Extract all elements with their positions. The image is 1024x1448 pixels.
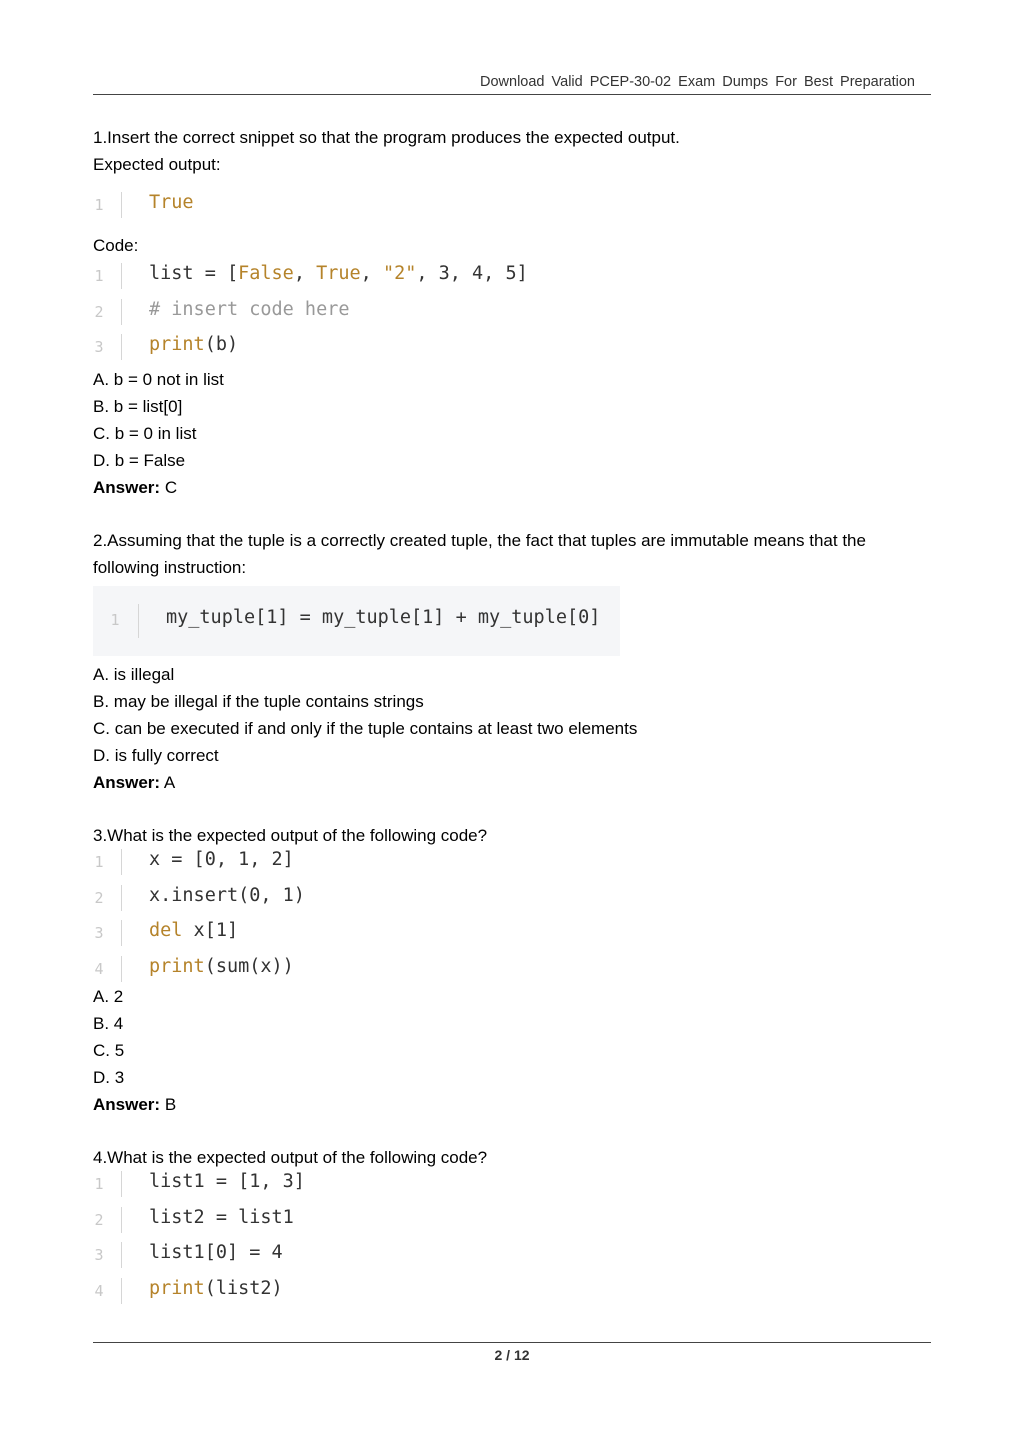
gutter-divider xyxy=(121,1207,122,1233)
option-a: A. b = 0 not in list xyxy=(93,370,224,389)
line-number: 1 xyxy=(94,1175,104,1193)
question-text: 3.What is the expected output of the following code? xyxy=(93,826,488,845)
answer-label: Answer: xyxy=(93,478,161,497)
line-number: 3 xyxy=(94,924,104,942)
line-number: 1 xyxy=(110,611,120,629)
code-text: list1[0] = 4 xyxy=(149,1242,283,1263)
option-b: B. 4 xyxy=(93,1014,124,1033)
question-2-intro xyxy=(93,527,923,577)
option-d: D. 3 xyxy=(93,1068,125,1087)
gutter-divider xyxy=(121,1278,122,1304)
answer-line xyxy=(93,474,923,501)
gutter-divider xyxy=(121,334,122,360)
gutter-divider xyxy=(121,849,122,875)
option-c: C. 5 xyxy=(93,1041,125,1060)
code-text: list1 = [1, 3] xyxy=(149,1171,305,1192)
page-number: 2 / 12 xyxy=(494,1347,530,1363)
question-4-intro xyxy=(93,1144,923,1171)
gutter-divider xyxy=(121,1171,122,1197)
code-text: my_tuple[1] = my_tuple[1] + my_tuple[0] xyxy=(166,607,601,628)
line-number: 3 xyxy=(94,338,104,356)
answer-line xyxy=(93,1091,923,1118)
gutter-divider xyxy=(138,604,139,638)
answer-line xyxy=(93,769,923,796)
question-text: 2.Assuming that the tuple is a correctly created tuple, the fact that tuples are immutable means that the following instruction: xyxy=(93,531,866,577)
q2-code-block xyxy=(93,586,620,656)
question-text: 1.Insert the correct snippet so that the program produces the expected output. xyxy=(93,128,680,147)
option-a: A. 2 xyxy=(93,987,124,1006)
option-c: C. can be executed if and only if the tuple contains at least two elements xyxy=(93,719,638,738)
answer-value: B xyxy=(164,1095,177,1114)
line-number: 1 xyxy=(94,853,104,871)
line-number: 4 xyxy=(94,959,104,978)
option-a: A. is illegal xyxy=(93,665,175,684)
header-text: Download Valid PCEP-30-02 Exam Dumps For Best Preparation xyxy=(480,74,915,90)
option-b: B. may be illegal if the tuple contains strings xyxy=(93,692,424,711)
code-label: Code: xyxy=(93,236,139,255)
option-d: D. is fully correct xyxy=(93,746,219,765)
expected-output-label: Expected output: xyxy=(93,155,221,174)
code-comment: # insert code here xyxy=(149,298,350,320)
gutter-divider xyxy=(121,956,122,982)
line-number: 2 xyxy=(94,302,104,321)
option-c: C. b = 0 in list xyxy=(93,424,197,443)
gutter-divider xyxy=(121,920,122,946)
page-footer xyxy=(93,1342,931,1363)
line-number: 4 xyxy=(94,1281,104,1300)
code-text: print(sum(x)) xyxy=(149,955,294,977)
code-text: del x[1] xyxy=(149,920,239,941)
code-text: list = [False, True, "2", 3, 4, 5] xyxy=(149,263,528,284)
option-d: D. b = False xyxy=(93,451,186,470)
code-text: print(list2) xyxy=(149,1277,283,1299)
option-b: B. b = list[0] xyxy=(93,397,183,416)
gutter-divider xyxy=(121,263,122,289)
answer-label: Answer: xyxy=(93,773,161,792)
line-number: 2 xyxy=(94,1210,104,1229)
line-number: 1 xyxy=(94,196,104,214)
question-1-options xyxy=(93,366,923,501)
code-text: x = [0, 1, 2] xyxy=(149,849,294,870)
line-number: 3 xyxy=(94,1246,104,1264)
answer-value: A xyxy=(163,773,176,792)
code-label-wrap xyxy=(93,232,923,259)
question-3-intro xyxy=(93,822,923,849)
answer-label: Answer: xyxy=(93,1095,161,1114)
question-1-intro xyxy=(93,124,923,178)
question-text: 4.What is the expected output of the following code? xyxy=(93,1148,488,1167)
answer-value: C xyxy=(164,478,178,497)
line-number: 1 xyxy=(94,267,104,285)
line-number: 2 xyxy=(94,888,104,907)
gutter-divider xyxy=(121,885,122,911)
code-text: list2 = list1 xyxy=(149,1206,294,1228)
gutter-divider xyxy=(121,299,122,325)
page-header xyxy=(93,70,931,95)
code-text: print(b) xyxy=(149,334,239,355)
gutter-divider xyxy=(121,192,122,218)
question-2-options xyxy=(93,661,923,796)
code-text: x.insert(0, 1) xyxy=(149,884,305,906)
code-text: True xyxy=(149,192,194,213)
gutter-divider xyxy=(121,1242,122,1268)
question-3-options xyxy=(93,983,923,1118)
